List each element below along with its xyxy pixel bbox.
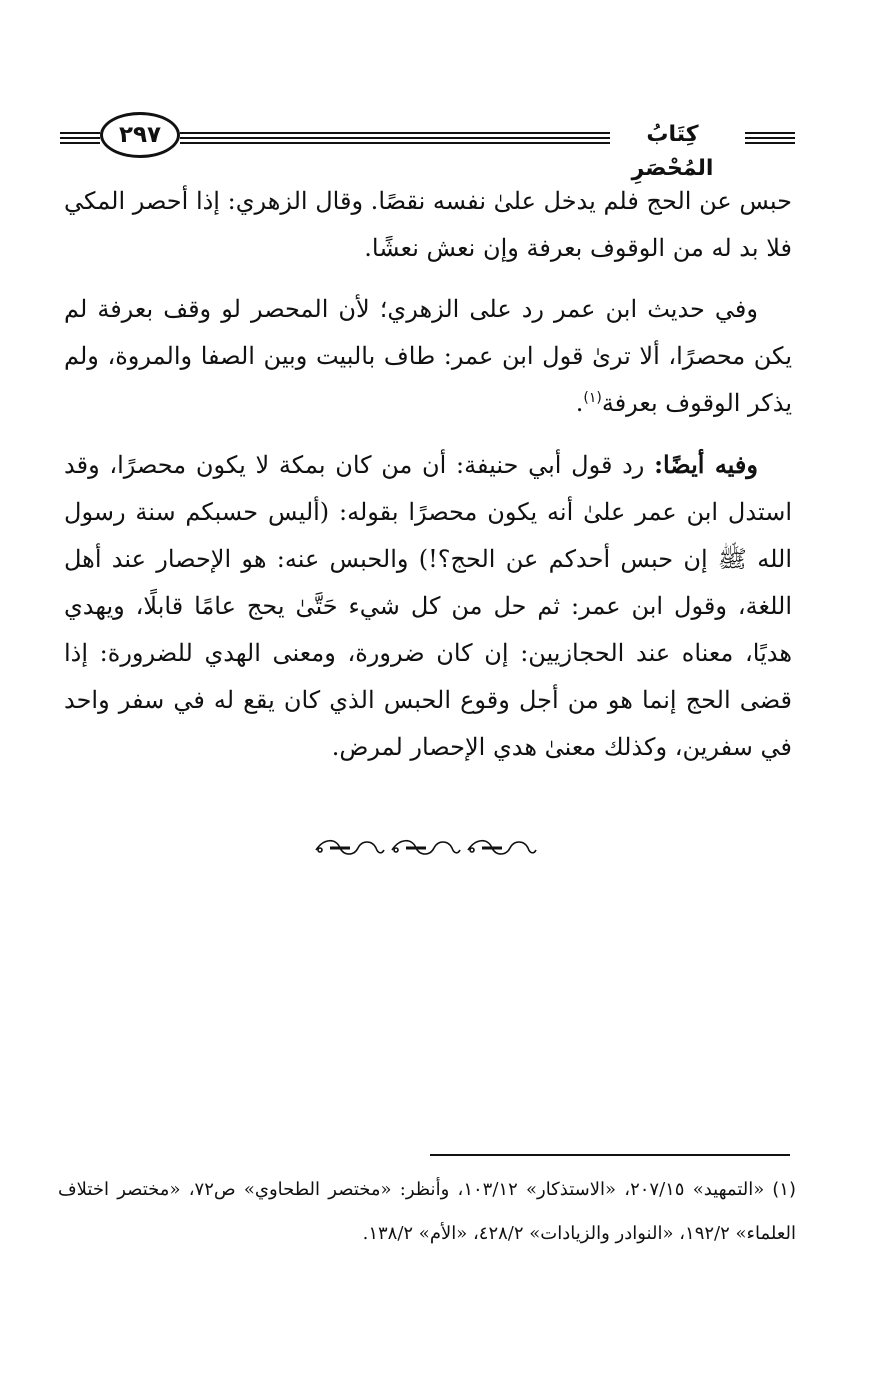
paragraph-3-lead: وفيه أيضًا: [654, 450, 758, 479]
footnotes [58, 1168, 796, 1256]
paragraph-2-text: وفي حديث ابن عمر رد على الزهري؛ لأن المحصر لو وقف بعرفة لم يكن محصرًا، ألا ترىٰ قول ابن عمر: طاف بالبيت وبين الصفا والمروة، ولم يذكر الوقوف بعرفة [64, 295, 792, 417]
footnote-1-number: (١) [772, 1179, 796, 1200]
running-title: كِتَابُ المُحْصَرِ [610, 118, 735, 186]
footnote-separator [430, 1154, 790, 1156]
section-end-ornament [310, 828, 540, 868]
paragraph-3 [64, 441, 792, 771]
paragraph-2-end: . [575, 389, 584, 417]
page-header [60, 110, 795, 181]
paragraph-3-text: رد قول أبي حنيفة: أن من كان بمكة لا يكون محصرًا، وقد استدل ابن عمر علىٰ أنه يكون محصرًا بقوله: (أليس حسبكم سنة رسول الله ﷺ إن حبس أحدكم عن الحج؟!) والحبس عنه: هو الإحصار عند أهل اللغة، وقول ابن عمر: ثم حل من كل شيء حَتَّىٰ يحج عامًا قابلًا، ويهدي هديًا، معناه عند الحجازيين: إن كان ضرورة، ومعنى الهدي للضرورة: إذا قضى الحج إنما هو من أجل وقوع الحبس الذي كان يقع له في سفر واحد في سفرين، وكذلك معنىٰ هدي الإحصار لمرض. [64, 451, 793, 761]
footnote-1-text: «التمهيد» ٢٠٧/١٥، «الاستذكار» ١٠٣/١٢، وأنظر: «مختصر الطحاوي» ص٧٢، «مختصر اختلاف العلماء» ١٩٢/٢، «النوادر والزيادات» ٤٢٨/٢، «الأم» ١٣٨/٢. [58, 1179, 796, 1244]
ornament-flourish-2 [392, 841, 460, 854]
footnote-reference: (١) [583, 390, 602, 406]
ornament-flourish-1 [316, 841, 384, 854]
ornament-flourish-3 [468, 841, 536, 854]
paragraph-2 [64, 286, 792, 427]
page-number: ٢٩٧ [118, 122, 162, 148]
paragraph-1: حبس عن الحج فلم يدخل علىٰ نفسه نقصًا. وقال الزهري: إذا أحصر المكي فلا بد له من الوقوف بعرفة وإن نعش نعشًا. [64, 187, 792, 262]
main-text [64, 178, 792, 771]
page-number-badge [100, 112, 180, 158]
footnote-1 [58, 1168, 796, 1256]
